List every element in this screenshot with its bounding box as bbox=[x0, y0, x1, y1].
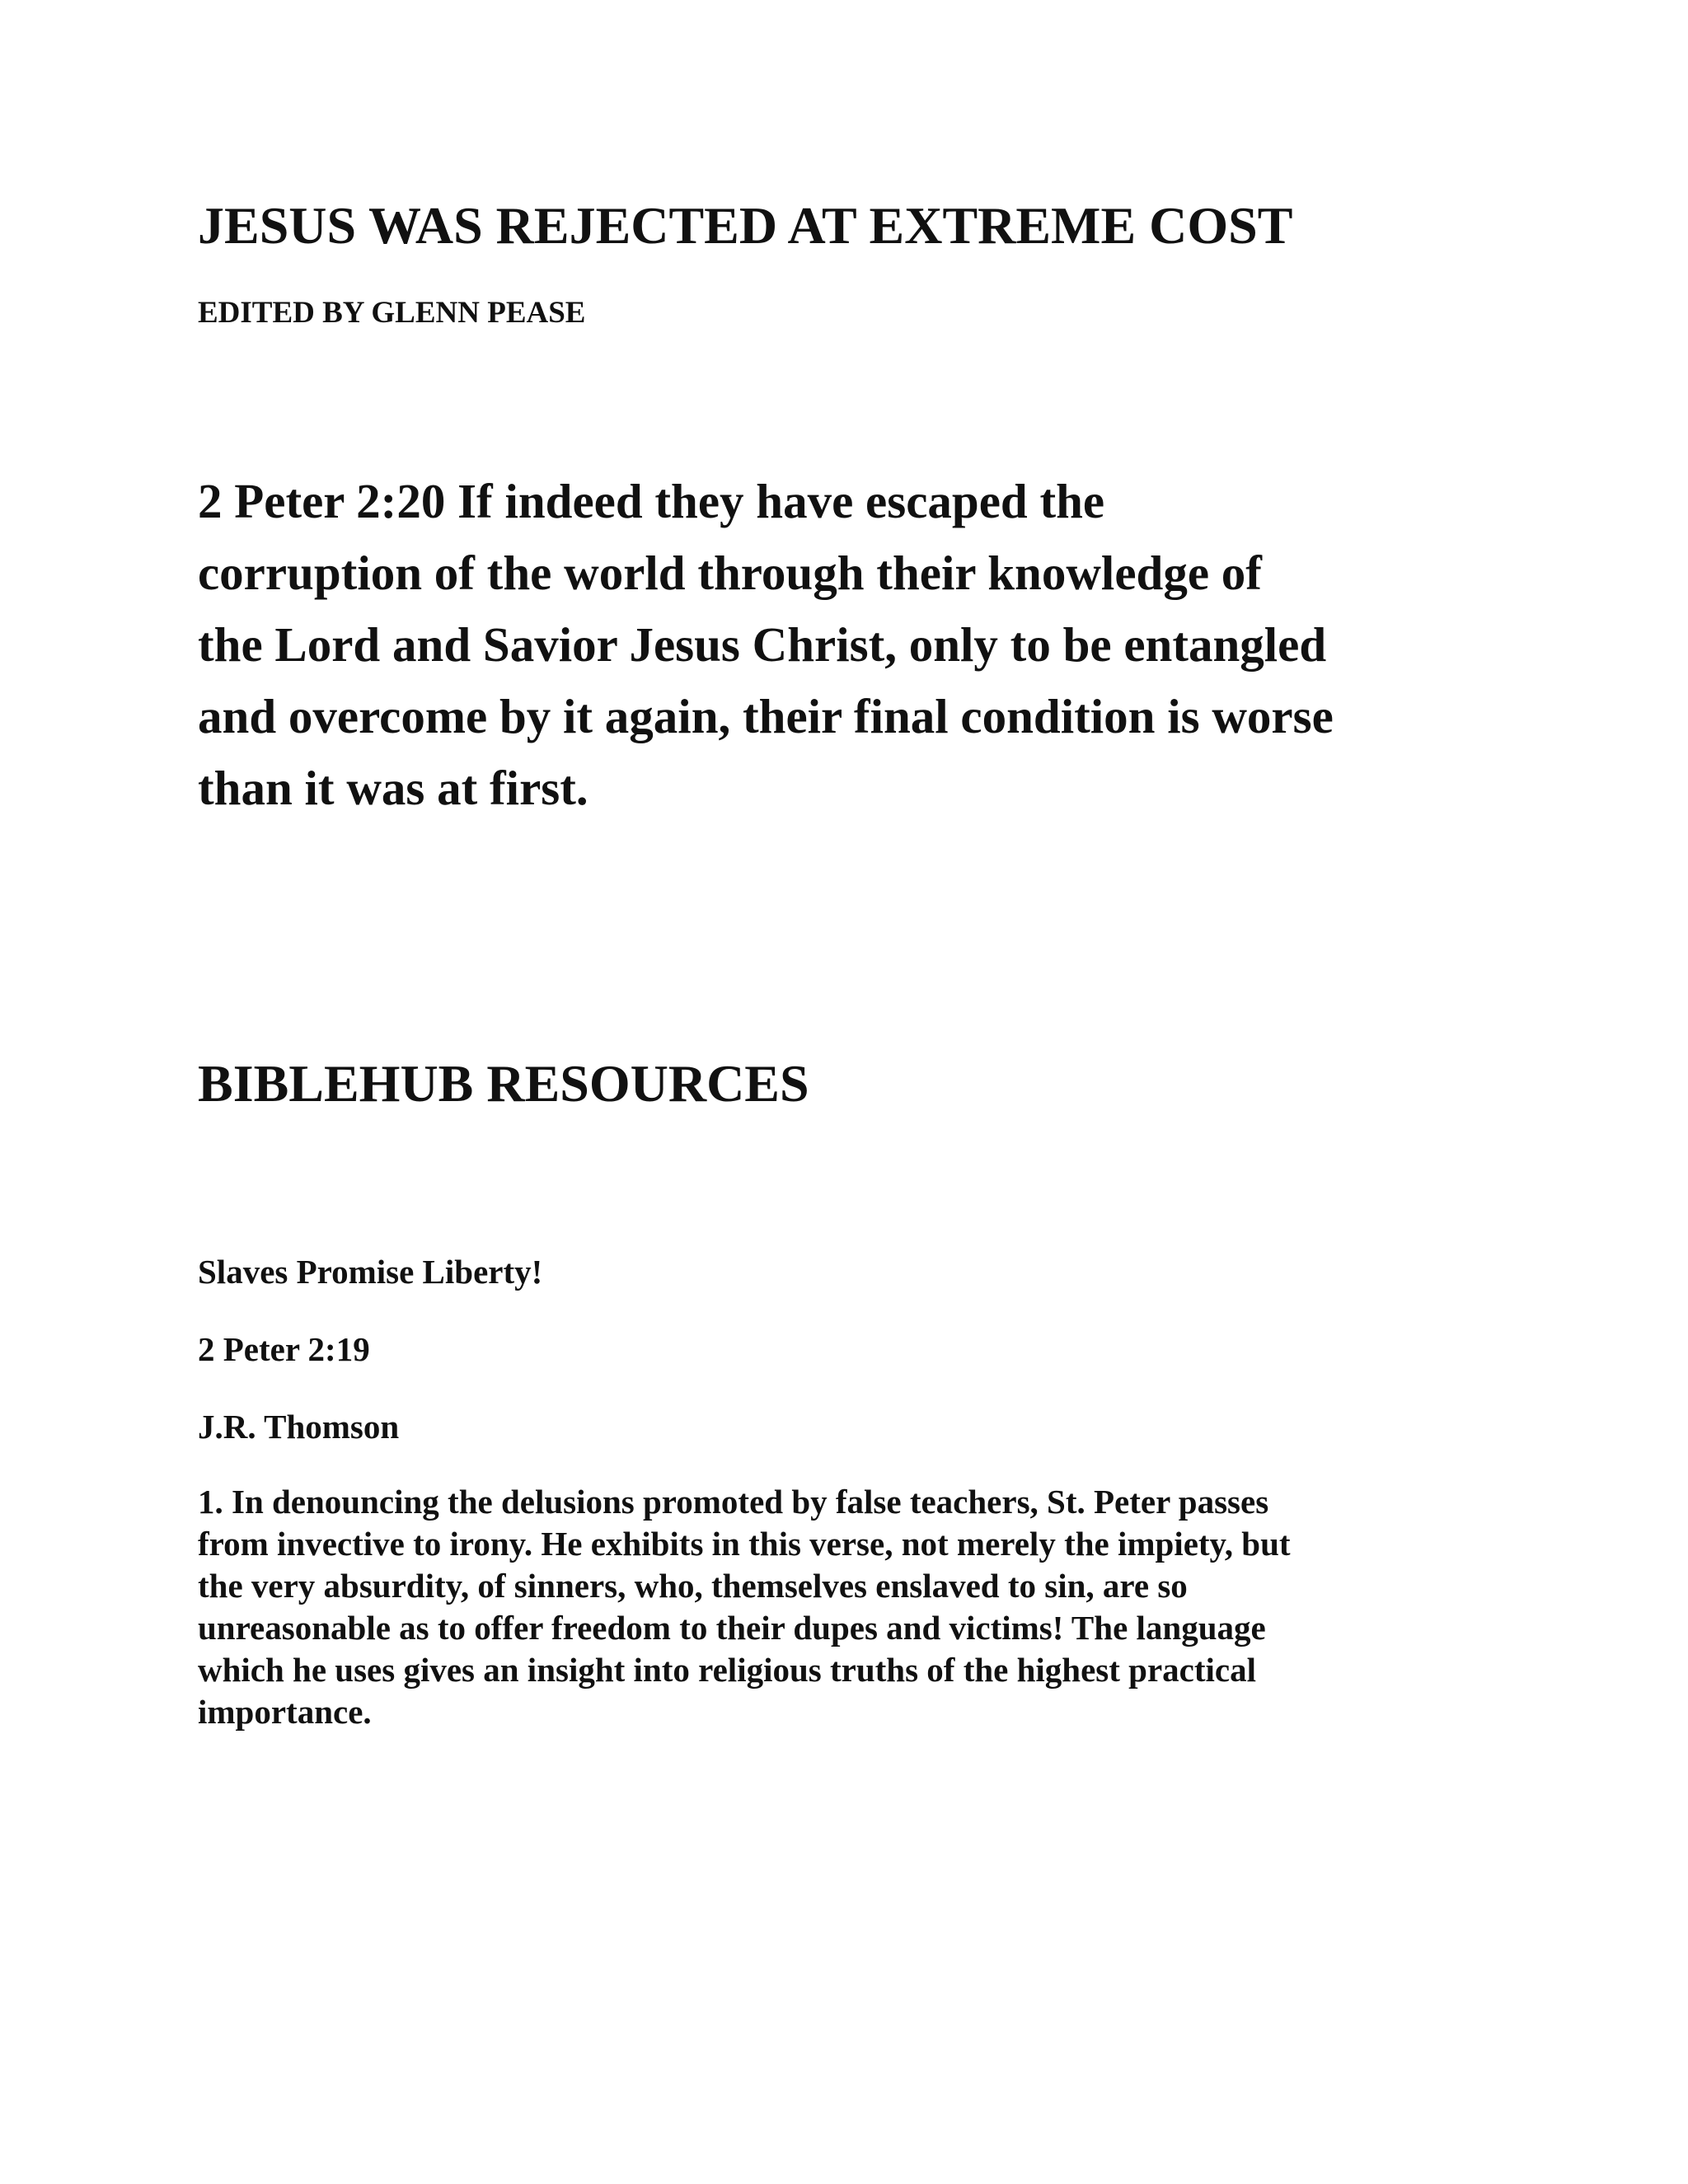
paragraph-line: unreasonable as to offer freedom to their dupes and victims! The language bbox=[198, 1609, 1266, 1647]
verse-line: corruption of the world through their knowledge of bbox=[198, 546, 1262, 600]
paragraph-line: 1. In denouncing the delusions promoted by false teachers, St. Peter passes bbox=[198, 1483, 1269, 1521]
verse-line: and overcome by it again, their final condition is worse bbox=[198, 689, 1334, 743]
paragraph-line: importance. bbox=[198, 1693, 372, 1731]
article-reference: 2 Peter 2:19 bbox=[198, 1330, 370, 1368]
article-paragraph bbox=[198, 1481, 1517, 1733]
verse-line: 2 Peter 2:20 If indeed they have escaped the bbox=[198, 474, 1105, 528]
paragraph-line: from invective to irony. He exhibits in this verse, not merely the impiety, but bbox=[198, 1525, 1291, 1563]
paragraph-line: which he uses gives an insight into religious truths of the highest practical bbox=[198, 1651, 1256, 1689]
article-title: Slaves Promise Liberty! bbox=[198, 1253, 543, 1291]
editor-credit: EDITED BY GLENN PEASE bbox=[198, 296, 586, 330]
verse-line: the Lord and Savior Jesus Christ, only to be entangled bbox=[198, 617, 1327, 672]
article-author: J.R. Thomson bbox=[198, 1408, 400, 1446]
verse-line: than it was at first. bbox=[198, 761, 588, 815]
scripture-verse bbox=[198, 466, 1500, 824]
paragraph-line: the very absurdity, of sinners, who, themselves enslaved to sin, are so bbox=[198, 1567, 1188, 1605]
section-heading: BIBLEHUB RESOURCES bbox=[198, 1054, 809, 1113]
document-title: JESUS WAS REJECTED AT EXTREME COST bbox=[198, 196, 1293, 255]
